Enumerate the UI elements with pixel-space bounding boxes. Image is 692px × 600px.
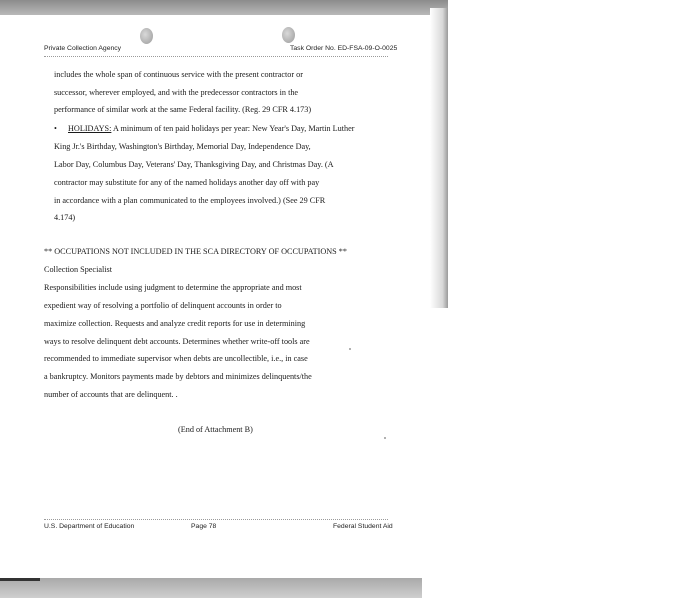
header-right: Task Order No. ED-FSA-09-O-0025 [290, 45, 398, 52]
body-line: in accordance with a plan communicated to the employees involved.) (See 29 CFR [54, 196, 326, 205]
footer-rule [44, 519, 388, 520]
body-line: performance of similar work at the same Federal facility. (Reg. 29 CFR 4.173) [54, 105, 312, 114]
body-line: Labor Day, Columbus Day, Veterans' Day, Thanksgiving Day, and Christmas Day. (A [54, 160, 334, 169]
job-desc-line: number of accounts that are delinquent. . [44, 390, 178, 399]
page-number: Page 78 [191, 523, 217, 530]
punch-hole-left [140, 28, 153, 44]
job-desc-line: expedient way of resolving a portfolio of delinquent accounts in order to [44, 301, 282, 310]
scan-speck [384, 437, 386, 439]
scan-speck [349, 348, 351, 350]
scan-shadow-right [430, 8, 448, 308]
job-desc-line: recommended to immediate supervisor when debts are uncollectible, i.e., in case [44, 354, 308, 363]
body-line: 4.174) [54, 213, 76, 222]
scan-shadow-bottom [0, 578, 422, 598]
body-line: successor, wherever employed, and with the predecessor contractors in the [54, 88, 299, 97]
body-line: King Jr.'s Birthday, Washington's Birthday, Memorial Day, Independence Day, [54, 142, 311, 151]
holidays-item [54, 124, 354, 133]
footer-left: U.S. Department of Education [44, 523, 135, 530]
job-title: Collection Specialist [44, 265, 112, 274]
end-note: (End of Attachment B) [178, 425, 253, 434]
body-line: contractor may substitute for any of the named holidays another day off with pay [54, 178, 320, 187]
holidays-label: HOLIDAYS: [68, 124, 112, 133]
bullet-icon: • [54, 124, 57, 133]
occupations-heading: ** OCCUPATIONS NOT INCLUDED IN THE SCA DIRECTORY OF OCCUPATIONS ** [44, 247, 347, 256]
header-left: Private Collection Agency [44, 45, 122, 52]
footer-right: Federal Student Aid [333, 523, 393, 530]
job-desc-line: a bankruptcy. Monitors payments made by debtors and minimizes delinquents/the [44, 372, 312, 381]
holidays-text: A minimum of ten paid holidays per year: New Year's Day, Martin Luther [111, 124, 355, 133]
job-desc-line: Responsibilities include using judgment to determine the appropriate and most [44, 283, 302, 292]
header-rule [44, 56, 388, 57]
job-desc-line: maximize collection. Requests and analyze credit reports for use in determining [44, 319, 306, 328]
body-line: includes the whole span of continuous service with the present contractor or [54, 70, 303, 79]
job-desc-line: ways to resolve delinquent debt accounts. Determines whether write-off tools are [44, 337, 310, 346]
scan-edge-mark [0, 578, 40, 581]
scan-shadow-top [0, 0, 448, 15]
punch-hole-right [282, 27, 295, 43]
